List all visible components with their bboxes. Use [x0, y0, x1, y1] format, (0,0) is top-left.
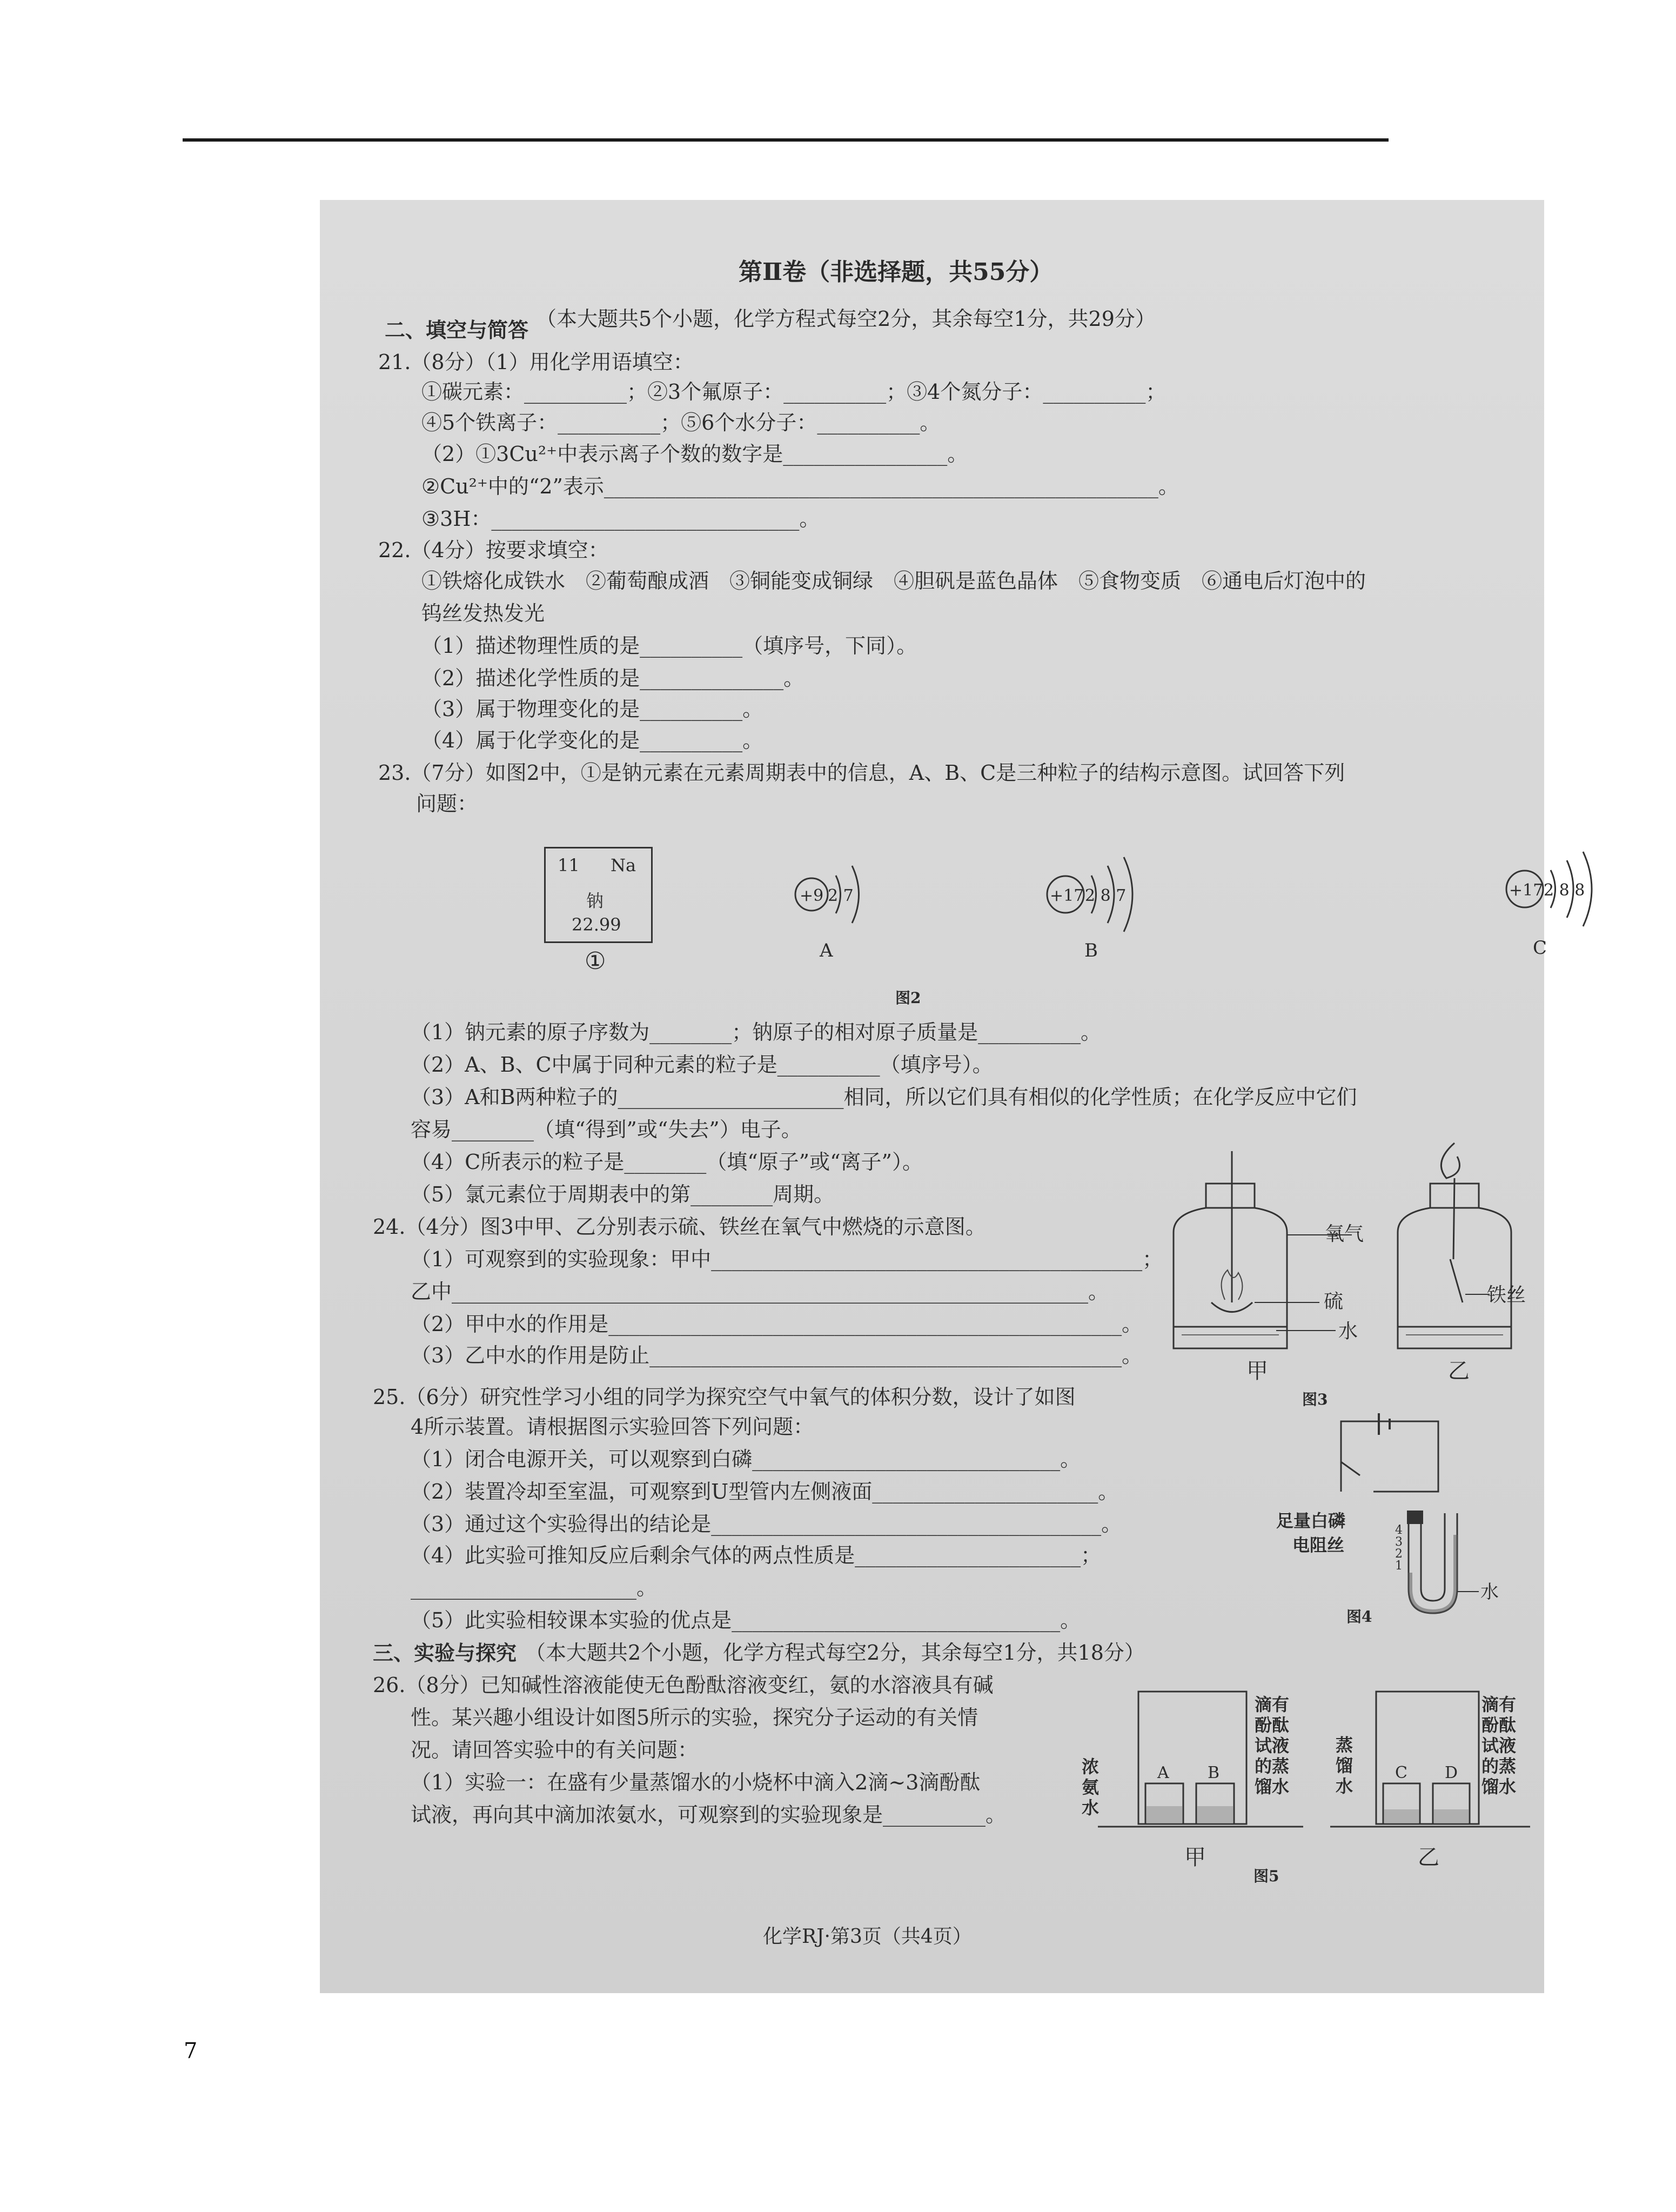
distilled-label-1: 蒸: [1336, 1735, 1353, 1755]
ammonia-label-1: 浓: [1082, 1756, 1100, 1777]
q24-line1: （1）可观察到的实验现象：甲中__________________________________________；: [411, 1247, 1163, 1271]
q22-head: 22.（4分）按要求填空：: [378, 538, 609, 562]
top-rule: [183, 138, 1389, 142]
q22-line6: （4）属于化学变化的是__________。: [421, 729, 763, 752]
q25-line1: （1）闭合电源开关，可以观察到白磷______________________________。: [411, 1447, 1081, 1471]
section3-note: （本大题共2个小题，化学方程式每空2分，其余每空1分，共18分）: [525, 1641, 1145, 1665]
indicator-yi-1: 滴有: [1481, 1694, 1517, 1715]
indicator-jia-3: 试液: [1255, 1735, 1290, 1756]
indicator-jia-1: 滴有: [1255, 1694, 1290, 1715]
fig2-caption: 图2: [895, 989, 921, 1007]
q23-line4: 容易________（填“得到”或“失去”）电子。: [411, 1118, 802, 1141]
element-label: ①: [585, 947, 606, 975]
q25-line3: （3）通过这个实验得出的结论是______________________________________。: [411, 1512, 1122, 1536]
q21-line2: ④5个铁离子：__________；⑤6个水分子：__________。: [421, 411, 941, 435]
wire-label: 电阻丝: [1292, 1535, 1345, 1555]
q22-line3: （1）描述物理性质的是__________（填序号，下同）。: [421, 634, 917, 658]
indicator-jia-2: 酚酞: [1255, 1715, 1290, 1735]
indicator-jia-4: 的蒸: [1255, 1756, 1290, 1776]
beaker-b-liquid: [1197, 1806, 1233, 1823]
beaker-a-liquid: [1147, 1806, 1182, 1823]
indicator-yi-4: 的蒸: [1481, 1756, 1517, 1776]
q23-line3: （3）A和B两种粒子的______________________相同，所以它们具有相似的化学性质；在化学反应中它们: [411, 1085, 1357, 1109]
ammonia-label-2: 氨: [1082, 1777, 1100, 1797]
q22-line4: （2）描述化学性质的是______________。: [421, 666, 805, 690]
atom-a-nucleus-label: +9: [800, 886, 824, 905]
fig5-yi-label: 乙: [1418, 1845, 1439, 1870]
u-tube-inner: [1421, 1513, 1445, 1601]
distilled-label-3: 水: [1336, 1776, 1353, 1796]
sulfur-spoon: [1211, 1302, 1252, 1312]
scale-4: 4: [1395, 1523, 1403, 1537]
q26-line1: 26.（8分）已知碱性溶液能使无色酚酞溶液变红，氨的水溶液具有碱: [373, 1673, 994, 1697]
q25-line5: ______________________。: [411, 1576, 658, 1600]
scale-3: 3: [1395, 1535, 1403, 1549]
atom-a-label: A: [820, 940, 833, 961]
fig5-molecule-experiment: [1076, 1692, 1536, 1875]
bell-jar-yi: [1376, 1692, 1479, 1824]
q21-line4: ②Cu²⁺中的“2”表示______________________________________________________。: [421, 475, 1179, 498]
fig4-caption: 图4: [1346, 1608, 1372, 1626]
fig4-phosphorus-apparatus: [1276, 1411, 1530, 1616]
q25-line4: （4）此实验可推知反应后剩余气体的两点性质是______________________；: [411, 1543, 1102, 1567]
jar-jia-label: 甲: [1246, 1359, 1268, 1384]
element-name: 钠: [586, 891, 604, 911]
section2-label: 二、填空与简答: [385, 318, 529, 342]
q22-line1: ①铁熔化成铁水 ②葡萄酿成酒 ③铜能变成铜绿 ④胆矾是蓝色晶体 ⑤食物变质 ⑥通电后灯泡中的: [421, 569, 1366, 593]
beaker-a-label: A: [1157, 1763, 1169, 1782]
q24-line4: （3）乙中水的作用是防止______________________________________________。: [411, 1344, 1143, 1367]
atom-c-nucleus-label: +17: [1509, 881, 1544, 900]
q26-line3: 况。请回答实验中的有关问题：: [411, 1738, 699, 1762]
part2-title: 第Ⅱ卷（非选择题，共55分）: [739, 258, 1054, 286]
element-na-box: [544, 847, 653, 943]
fig5-jia-label: 甲: [1184, 1845, 1206, 1870]
page-footer: 化学RJ·第3页（共4页）: [763, 1926, 972, 1948]
fig3-combustion-apparatus: [1152, 1140, 1541, 1384]
beaker-d-liquid: [1434, 1809, 1469, 1823]
atom-b-label: B: [1084, 940, 1098, 961]
q26-line4: （1）实验一：在盛有少量蒸馏水的小烧杯中滴入2滴~3滴酚酞: [411, 1770, 981, 1794]
ammonia-label-3: 水: [1082, 1797, 1100, 1818]
scale-2: 2: [1395, 1547, 1403, 1561]
indicator-yi-3: 试液: [1481, 1735, 1517, 1756]
oxygen-label: 氧气: [1325, 1223, 1364, 1245]
q23-line6: （5）氯元素位于周期表中的第________周期。: [411, 1182, 835, 1206]
q25-head: 25.（6分）研究性学习小组的同学为探究空气中氧气的体积分数，设计了如图: [373, 1385, 1076, 1409]
q25-head2: 4所示装置。请根据图示实验回答下列问题：: [411, 1415, 814, 1439]
beaker-c-liquid: [1384, 1809, 1419, 1823]
atom-c-shells: 2 8 8: [1544, 881, 1585, 900]
section2-note: （本大题共5个小题，化学方程式每空2分，其余每空1分，共29分）: [536, 307, 1156, 331]
phosphorus-label: 足量白磷: [1276, 1511, 1346, 1531]
u-tube-stopper: [1407, 1511, 1423, 1524]
distilled-label-2: 馏: [1336, 1755, 1353, 1776]
water-label: 水: [1338, 1320, 1358, 1342]
q21-head: 21.（8分）（1）用化学用语填空：: [378, 350, 694, 374]
q24-head: 24.（4分）图3中甲、乙分别表示硫、铁丝在氧气中燃烧的示意图。: [373, 1215, 986, 1239]
iron-label: 铁丝: [1487, 1284, 1526, 1306]
beaker-c-label: C: [1395, 1763, 1407, 1782]
q24-line2: 乙中______________________________________________________________。: [411, 1280, 1109, 1304]
indicator-yi-5: 馏水: [1481, 1776, 1517, 1797]
sulfur-label: 硫: [1324, 1291, 1344, 1313]
q23-head: 23.（7分）如图2中，①是钠元素在元素周期表中的信息，A、B、C是三种粒子的结构示意图。试回答下列: [378, 761, 1345, 785]
atom-c-label: C: [1533, 937, 1547, 959]
indicator-yi-2: 酚酞: [1481, 1715, 1517, 1735]
indicator-jia-5: 馏水: [1255, 1776, 1290, 1797]
water4-label: 水: [1480, 1581, 1499, 1603]
page-number: 7: [184, 2039, 198, 2063]
section3-label: 三、实验与探究: [373, 1641, 517, 1665]
element-mass: 22.99: [572, 914, 621, 935]
jar-yi-label: 乙: [1448, 1359, 1470, 1384]
q22-line5: （3）属于物理变化的是__________。: [421, 697, 763, 721]
iron-wire: [1441, 1143, 1463, 1302]
switch: [1341, 1462, 1360, 1475]
q21-line3: （2）①3Cu²⁺中表示离子个数的数字是________________。: [421, 442, 968, 466]
scale-1: 1: [1395, 1559, 1403, 1573]
beaker-b-label: B: [1208, 1763, 1220, 1782]
beaker-d-label: D: [1445, 1763, 1458, 1782]
q24-line3: （2）甲中水的作用是__________________________________________________。: [411, 1312, 1143, 1336]
fig5-caption: 图5: [1253, 1867, 1279, 1885]
jar-jia-neck: [1206, 1184, 1255, 1208]
q25-line6: （5）此实验相较课本实验的优点是________________________________。: [411, 1608, 1081, 1632]
fig3-caption: 图3: [1302, 1391, 1328, 1408]
circuit-wire: [1341, 1421, 1438, 1492]
q23-head2: 问题：: [416, 792, 478, 816]
atom-b-shells: 2 8 7: [1085, 886, 1127, 905]
atom-structure-diagrams: [785, 832, 1676, 962]
q23-line2: （2）A、B、C中属于同种元素的粒子是__________（填序号）。: [411, 1053, 993, 1077]
atom-b: [1047, 857, 1132, 961]
atom-a-shells: 2 7: [828, 886, 854, 905]
q25-line2: （2）装置冷却至室温，可观察到U型管内左侧液面______________________。: [411, 1480, 1119, 1503]
element-number: 11: [558, 855, 580, 876]
q26-line5: 试液，再向其中滴加浓氨水，可观察到的实验现象是__________。: [411, 1803, 1007, 1827]
bell-jar-jia: [1138, 1692, 1246, 1824]
q26-line2: 性。某兴趣小组设计如图5所示的实验，探究分子运动的有关情: [411, 1706, 978, 1729]
exam-paper-photo: [320, 200, 1585, 1993]
q23-line5: （4）C所表示的粒子是________（填“原子”或“离子”）。: [411, 1150, 923, 1174]
q22-line2: 钨丝发热发光: [421, 602, 545, 625]
element-symbol: Na: [611, 855, 636, 876]
q21-line1: ①碳元素：__________；②3个氟原子：__________；③4个氮分子：__________；: [421, 380, 1167, 404]
atom-a: [795, 866, 859, 961]
atom-b-nucleus-label: +17: [1050, 886, 1084, 905]
u-tube-outer: [1409, 1513, 1457, 1613]
q21-line5: ③3H：______________________________。: [421, 507, 820, 531]
q23-line1: （1）钠元素的原子序数为________；钠原子的相对原子质量是__________。: [411, 1020, 1102, 1044]
atom-c: [1506, 852, 1592, 959]
